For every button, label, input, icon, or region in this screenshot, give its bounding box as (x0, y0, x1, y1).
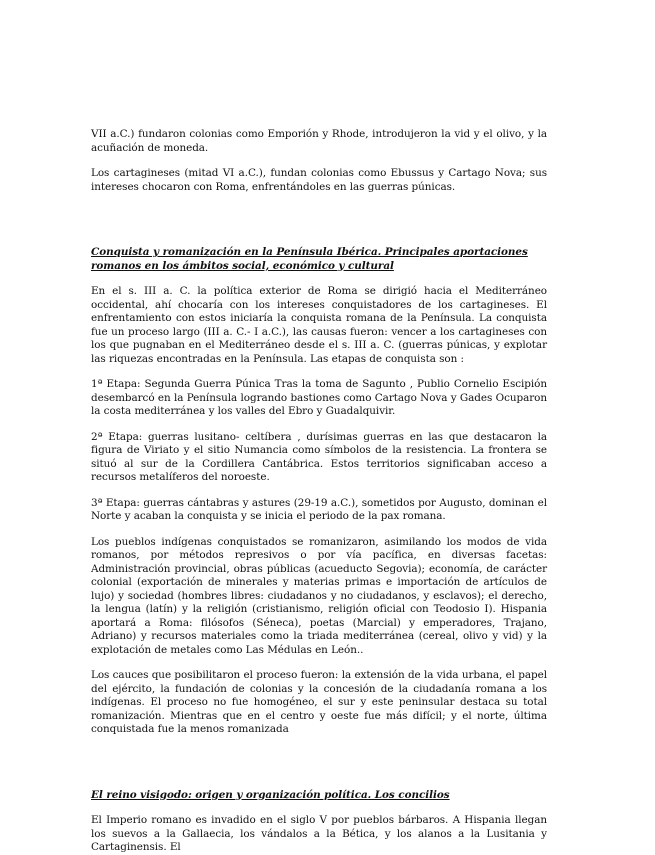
heading-visigoth-kingdom: El reino visigodo: origen y organización política. Los concilios (91, 788, 450, 801)
paragraph-romanization-channels: Los cauces que posibilitaron el proceso fueron: la extensión de la vida urbana, el papel del ejército, la fundación de colonias y la concesión de la ciudadanía romana a los indígenas. El proceso no fue homogéneo, el sur y este peninsular destaca su total romanización. Mientras que en el centro y oeste fue más difícil; y el norte, última conquistada fue la menos romanizada (91, 669, 547, 735)
paragraph-stage-1: 1ª Etapa: Segunda Guerra Púnica Tras la toma de Sagunto , Publio Cornelio Escipión desembarcó en la Península logrando bastiones como Cartago Nova y Gades Ocuparon la costa mediterránea y los valles del Ebro y Guadalquivir. (91, 378, 547, 417)
document-page (91, 128, 547, 855)
paragraph-stage-2: 2ª Etapa: guerras lusitano- celtíbera , durísimas guerras en las que destacaron la figura de Viriato y el sitio Numancia como símbolos de la resistencia. La frontera se situó al sur de la Cordillera Cantábrica. Estos territorios significaban acceso a recursos metalíferos del noroeste. (91, 430, 547, 483)
paragraph-romanization: Los pueblos indígenas conquistados se romanizaron, asimilando los modos de vida romanos, por métodos represivos o por vía pacífica, en diversas facetas: Administración provincial, obras públicas (acueducto Segovia); economía, de carácter colonial (exportación de minerales y materias primas e importación de artículos de lujo) y sociedad (hombres libres: ciudadanos y no ciudadanos, y esclavos); el derecho, la lengua (latín) y la religión (cristianismo, religión oficial con Teodosio I). Hispania aportará a Roma: filósofos (Séneca), poetas (Marcial) y emperadores, Trajano, Adriano) y recursos materiales como la triada mediterránea (cereal, olivo y vid) y la explotación de metales como Las Médulas en León.. (91, 535, 547, 656)
paragraph-stage-3: 3ª Etapa: guerras cántabras y astures (29-19 a.C.), sometidos por Augusto, dominan el Norte y acaban la conquista y se inicia el periodo de la pax romana. (91, 496, 547, 522)
paragraph-carthaginians: Los cartagineses (mitad VI a.C.), fundan colonias como Ebussus y Cartago Nova; sus intereses chocaron con Roma, enfrentándoles en las guerras púnicas. (91, 167, 547, 193)
paragraph-barbarian-invasions: El Imperio romano es invadido en el siglo V por pueblos bárbaros. A Hispania llegan los suevos a la Gallaecia, los vándalos a la Bética, y los alanos a la Lusitania y Cartaginensis. El (91, 814, 547, 853)
heading-roman-conquest: Conquista y romanización en la Península Ibérica. Principales aportaciones romanos en los ámbitos social, económico y cultural (91, 246, 528, 272)
paragraph-greeks-colonies: VII a.C.) fundaron colonias como Emporión y Rhode, introdujeron la vid y el olivo, y la acuñación de moneda. (91, 128, 547, 154)
paragraph-conquest-intro: En el s. III a. C. la política exterior de Roma se dirigió hacia el Mediterráneo occidental, ahí chocaría con los intereses conquistadores de los cartagineses. El enfrentamiento con estos iniciaría la conquista romana de la Península. La conquista fue un proceso largo (III a. C.- I a.C.), las causas fueron: vencer a los cartagineses con los que pugnaban en el Mediterráneo desde el s. III a. C. (guerras púnicas, y explotar las riquezas encontradas en la Península. Las etapas de conquista son : (91, 285, 547, 365)
